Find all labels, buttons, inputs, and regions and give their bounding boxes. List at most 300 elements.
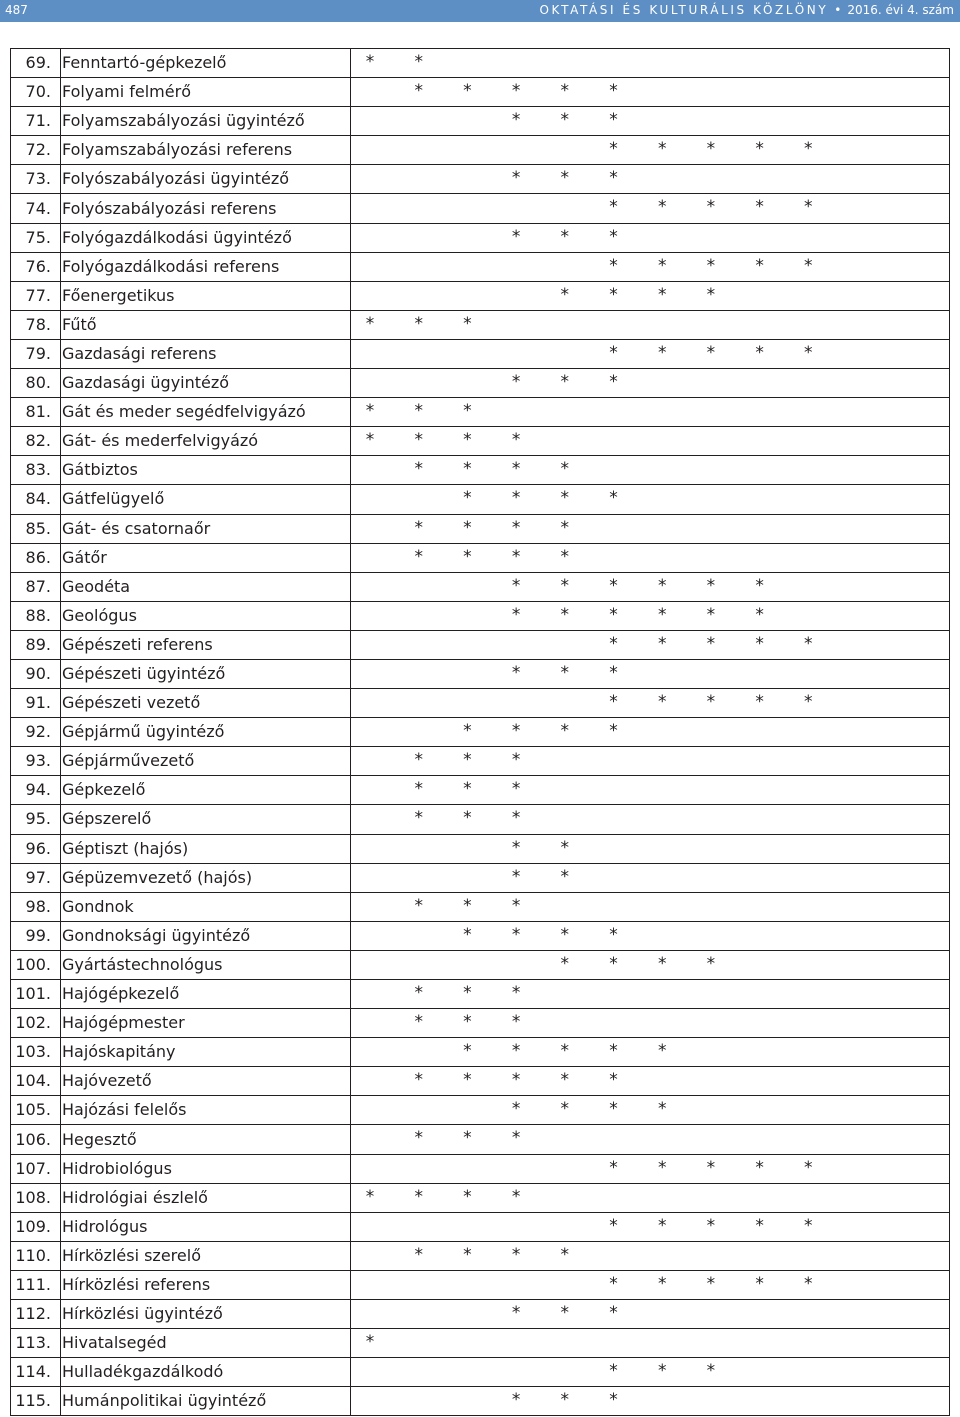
grade-mark: * <box>755 1157 764 1178</box>
row-number: 88. <box>11 601 61 630</box>
grade-mark: * <box>804 255 813 276</box>
table-row <box>11 689 950 718</box>
table-row <box>11 1096 950 1125</box>
table-row <box>11 659 950 688</box>
table-row <box>11 1358 950 1387</box>
grade-mark: * <box>804 139 813 160</box>
table-row <box>11 1241 950 1270</box>
grade-mark: * <box>706 284 716 305</box>
grade-mark: * <box>706 604 716 625</box>
job-title: Folyógazdálkodási ügyintéző <box>61 223 351 252</box>
grade-mark: * <box>414 983 423 1003</box>
table-row <box>11 252 950 281</box>
grade-mark: * <box>560 866 570 887</box>
grade-mark: * <box>511 517 521 538</box>
grade-marks-cell <box>351 281 950 310</box>
table-row <box>11 543 950 572</box>
grade-mark: * <box>511 1186 521 1207</box>
grade-mark: * <box>511 430 521 451</box>
grade-mark: * <box>511 488 521 509</box>
grade-mark: * <box>511 837 521 858</box>
table-row <box>11 630 950 659</box>
grade-mark: * <box>560 721 570 742</box>
row-number: 82. <box>11 427 61 456</box>
grade-mark: * <box>706 692 716 713</box>
table-row <box>11 107 950 136</box>
grade-mark: * <box>657 1361 667 1382</box>
job-title: Gazdasági ügyintéző <box>61 369 351 398</box>
grade-mark: * <box>657 255 667 276</box>
row-number: 89. <box>11 630 61 659</box>
grade-marks-cell <box>351 252 950 281</box>
grade-marks-cell <box>351 1183 950 1212</box>
row-number: 76. <box>11 252 61 281</box>
grade-mark: * <box>511 604 521 625</box>
grade-marks-cell <box>351 601 950 630</box>
row-number: 87. <box>11 572 61 601</box>
row-number: 109. <box>11 1212 61 1241</box>
grade-mark: * <box>755 633 764 654</box>
grade-mark: * <box>511 168 521 189</box>
grade-mark: * <box>609 692 618 713</box>
table-row <box>11 718 950 747</box>
table-row <box>11 1154 950 1183</box>
row-number: 72. <box>11 136 61 165</box>
table-row <box>11 1212 950 1241</box>
table-row <box>11 863 950 892</box>
grade-mark: * <box>414 313 423 334</box>
job-title: Gátbiztos <box>61 456 351 485</box>
job-title: Gépjárművezető <box>61 747 351 776</box>
job-title: Gazdasági referens <box>61 339 351 368</box>
grade-mark: * <box>463 983 472 1003</box>
grade-mark: * <box>511 779 521 800</box>
table-row <box>11 398 950 427</box>
table-row <box>11 950 950 979</box>
table-row <box>11 78 950 107</box>
grade-mark: * <box>463 1012 472 1033</box>
grade-marks-cell <box>351 572 950 601</box>
grade-mark: * <box>706 575 716 596</box>
job-title: Humánpolitikai ügyintéző <box>61 1387 351 1416</box>
grade-mark: * <box>609 1070 618 1091</box>
table-row <box>11 427 950 456</box>
grade-mark: * <box>511 1099 521 1120</box>
issue-label: 2016. évi 4. szám <box>847 3 954 17</box>
grade-mark: * <box>755 1215 764 1236</box>
grade-marks-cell <box>351 1009 950 1038</box>
grade-mark: * <box>560 1303 570 1324</box>
row-number: 101. <box>11 980 61 1009</box>
grade-mark: * <box>609 1041 618 1062</box>
grade-mark: * <box>511 983 521 1003</box>
grade-mark: * <box>657 342 667 363</box>
table-row <box>11 485 950 514</box>
grade-mark: * <box>560 1390 570 1411</box>
grade-mark: * <box>463 895 472 916</box>
grade-mark: * <box>755 604 764 625</box>
grade-mark: * <box>463 517 472 538</box>
table-row <box>11 1125 950 1154</box>
row-number: 78. <box>11 310 61 339</box>
job-title: Hajógépmester <box>61 1009 351 1038</box>
grade-mark: * <box>609 342 618 363</box>
page-header <box>0 0 960 22</box>
grade-mark: * <box>755 255 764 276</box>
grade-mark: * <box>463 313 472 334</box>
grade-mark: * <box>511 81 521 102</box>
table-row <box>11 1270 950 1299</box>
grade-marks-cell <box>351 892 950 921</box>
grade-mark: * <box>706 1273 716 1294</box>
grade-mark: * <box>609 168 618 189</box>
grade-mark: * <box>511 1128 521 1149</box>
table-row <box>11 1183 950 1212</box>
row-number: 94. <box>11 776 61 805</box>
grade-mark: * <box>414 459 423 480</box>
grade-marks-cell <box>351 339 950 368</box>
page-number: 487 <box>5 3 28 17</box>
row-number: 81. <box>11 398 61 427</box>
row-number: 104. <box>11 1067 61 1096</box>
table-row <box>11 892 950 921</box>
grade-mark: * <box>560 662 570 683</box>
table-row <box>11 456 950 485</box>
grade-mark: * <box>657 1041 667 1062</box>
grade-mark: * <box>609 633 618 654</box>
table-row <box>11 747 950 776</box>
grade-mark: * <box>804 1215 813 1236</box>
grade-marks-cell <box>351 78 950 107</box>
job-title: Fűtő <box>61 310 351 339</box>
row-number: 79. <box>11 339 61 368</box>
grade-mark: * <box>609 1099 618 1120</box>
grade-mark: * <box>414 1186 423 1207</box>
grade-mark: * <box>609 226 618 247</box>
grade-marks-cell <box>351 49 950 78</box>
table-row <box>11 339 950 368</box>
row-number: 106. <box>11 1125 61 1154</box>
job-title: Gépszerelő <box>61 805 351 834</box>
grade-mark: * <box>609 953 618 974</box>
grade-mark: * <box>609 1390 618 1411</box>
grade-mark: * <box>463 779 472 800</box>
grade-mark: * <box>511 1303 521 1324</box>
grade-marks-cell <box>351 921 950 950</box>
grade-mark: * <box>609 1273 618 1294</box>
row-number: 105. <box>11 1096 61 1125</box>
grade-mark: * <box>414 808 423 829</box>
grade-mark: * <box>560 459 570 480</box>
grade-marks-cell <box>351 136 950 165</box>
grade-mark: * <box>657 692 667 713</box>
grade-mark: * <box>560 488 570 509</box>
row-number: 77. <box>11 281 61 310</box>
grade-mark: * <box>463 81 472 102</box>
grade-marks-cell <box>351 834 950 863</box>
grade-marks-cell <box>351 427 950 456</box>
grade-mark: * <box>414 1012 423 1033</box>
table-row <box>11 1067 950 1096</box>
job-title: Gát- és mederfelvigyázó <box>61 427 351 456</box>
grade-marks-cell <box>351 630 950 659</box>
table-row <box>11 1300 950 1329</box>
grade-mark: * <box>365 1332 375 1353</box>
grade-marks-cell <box>351 659 950 688</box>
grade-mark: * <box>706 1157 716 1178</box>
grade-marks-cell <box>351 1125 950 1154</box>
table-row <box>11 194 950 223</box>
journal-title: OKTATÁSI ÉS KULTURÁLIS KÖZLÖNY <box>539 3 829 17</box>
row-number: 86. <box>11 543 61 572</box>
job-title: Folyamszabályozási referens <box>61 136 351 165</box>
job-title: Folyami felmérő <box>61 78 351 107</box>
grade-mark: * <box>511 1244 521 1265</box>
row-number: 110. <box>11 1241 61 1270</box>
job-title: Főenergetikus <box>61 281 351 310</box>
table-row <box>11 776 950 805</box>
grade-marks-cell <box>351 485 950 514</box>
grade-mark: * <box>560 110 570 131</box>
grade-marks-cell <box>351 456 950 485</box>
grade-mark: * <box>560 284 570 305</box>
grade-mark: * <box>804 197 813 218</box>
grade-mark: * <box>609 604 618 625</box>
grade-mark: * <box>755 692 764 713</box>
job-title: Gépkezelő <box>61 776 351 805</box>
grade-marks-cell <box>351 107 950 136</box>
grade-mark: * <box>657 1157 667 1178</box>
row-number: 113. <box>11 1329 61 1358</box>
grade-mark: * <box>657 1273 667 1294</box>
grade-mark: * <box>609 575 618 596</box>
table-row <box>11 572 950 601</box>
grade-mark: * <box>511 895 521 916</box>
grade-marks-cell <box>351 950 950 979</box>
grade-mark: * <box>609 81 618 102</box>
grade-mark: * <box>511 1041 521 1062</box>
grade-mark: * <box>511 1390 521 1411</box>
grade-marks-cell <box>351 1096 950 1125</box>
grade-mark: * <box>414 895 423 916</box>
table-row <box>11 805 950 834</box>
grade-mark: * <box>609 1303 618 1324</box>
grade-mark: * <box>414 430 423 451</box>
grade-mark: * <box>804 692 813 713</box>
grade-mark: * <box>657 575 667 596</box>
grade-marks-cell <box>351 310 950 339</box>
grade-marks-cell <box>351 1300 950 1329</box>
table-row <box>11 1387 950 1416</box>
grade-mark: * <box>706 197 716 218</box>
job-title: Gyártástechnológus <box>61 950 351 979</box>
job-title: Gépészeti referens <box>61 630 351 659</box>
row-number: 80. <box>11 369 61 398</box>
row-number: 91. <box>11 689 61 718</box>
grade-mark: * <box>657 1099 667 1120</box>
table-row <box>11 223 950 252</box>
grade-mark: * <box>365 52 375 72</box>
job-title: Gondnok <box>61 892 351 921</box>
grade-mark: * <box>463 401 472 422</box>
table-row <box>11 310 950 339</box>
job-title: Hírközlési referens <box>61 1270 351 1299</box>
grade-marks-cell <box>351 1387 950 1416</box>
grade-mark: * <box>706 342 716 363</box>
grade-mark: * <box>657 197 667 218</box>
grade-marks-cell <box>351 718 950 747</box>
job-title: Gépészeti vezető <box>61 689 351 718</box>
grade-mark: * <box>560 953 570 974</box>
job-title: Geodéta <box>61 572 351 601</box>
job-title: Hajózási felelős <box>61 1096 351 1125</box>
grade-mark: * <box>511 1012 521 1033</box>
row-number: 107. <box>11 1154 61 1183</box>
job-title: Hidrobiológus <box>61 1154 351 1183</box>
row-number: 84. <box>11 485 61 514</box>
job-title: Gépjármű ügyintéző <box>61 718 351 747</box>
grade-mark: * <box>463 1244 472 1265</box>
grade-mark: * <box>609 1215 618 1236</box>
grade-mark: * <box>560 924 570 945</box>
row-number: 75. <box>11 223 61 252</box>
table-row <box>11 514 950 543</box>
grade-marks-cell <box>351 805 950 834</box>
grade-marks-cell <box>351 165 950 194</box>
grade-mark: * <box>609 197 618 218</box>
job-title: Gépüzemvezető (hajós) <box>61 863 351 892</box>
row-number: 69. <box>11 49 61 78</box>
grade-marks-cell <box>351 1154 950 1183</box>
row-number: 100. <box>11 950 61 979</box>
grade-mark: * <box>511 662 521 683</box>
grade-mark: * <box>463 721 472 742</box>
job-title: Hajógépkezelő <box>61 980 351 1009</box>
grade-mark: * <box>560 226 570 247</box>
table-row <box>11 281 950 310</box>
row-number: 102. <box>11 1009 61 1038</box>
job-title: Hajóvezető <box>61 1067 351 1096</box>
grade-mark: * <box>609 488 618 509</box>
grade-mark: * <box>463 546 472 567</box>
grade-mark: * <box>414 52 423 72</box>
row-number: 95. <box>11 805 61 834</box>
grade-mark: * <box>414 1070 423 1091</box>
table-row <box>11 1009 950 1038</box>
grade-mark: * <box>560 168 570 189</box>
grade-mark: * <box>706 1215 716 1236</box>
row-number: 93. <box>11 747 61 776</box>
row-number: 111. <box>11 1270 61 1299</box>
grade-marks-cell <box>351 1358 950 1387</box>
row-number: 96. <box>11 834 61 863</box>
table-row <box>11 1329 950 1358</box>
grade-mark: * <box>657 1215 667 1236</box>
row-number: 74. <box>11 194 61 223</box>
grade-marks-cell <box>351 543 950 572</box>
grade-marks-cell <box>351 747 950 776</box>
grade-mark: * <box>365 401 375 422</box>
row-number: 108. <box>11 1183 61 1212</box>
grade-marks-cell <box>351 980 950 1009</box>
grade-mark: * <box>657 284 667 305</box>
grade-mark: * <box>511 226 521 247</box>
grade-marks-cell <box>351 1212 950 1241</box>
grade-mark: * <box>560 575 570 596</box>
table-row <box>11 49 950 78</box>
job-title: Folyószabályozási referens <box>61 194 351 223</box>
grade-mark: * <box>414 1244 423 1265</box>
job-title: Geológus <box>61 601 351 630</box>
grade-mark: * <box>463 430 472 451</box>
table-row <box>11 1038 950 1067</box>
job-title: Hidrológiai észlelő <box>61 1183 351 1212</box>
grade-mark: * <box>609 721 618 742</box>
job-title: Géptiszt (hajós) <box>61 834 351 863</box>
grade-mark: * <box>560 1244 570 1265</box>
grade-mark: * <box>414 517 423 538</box>
grade-mark: * <box>706 1361 716 1382</box>
grade-mark: * <box>511 924 521 945</box>
job-title: Folyógazdálkodási referens <box>61 252 351 281</box>
grade-mark: * <box>706 255 716 276</box>
grade-mark: * <box>463 924 472 945</box>
grade-mark: * <box>365 1186 375 1207</box>
grade-mark: * <box>365 430 375 451</box>
grade-mark: * <box>511 110 521 131</box>
row-number: 70. <box>11 78 61 107</box>
grade-mark: * <box>560 1099 570 1120</box>
grade-mark: * <box>560 517 570 538</box>
grade-mark: * <box>657 604 667 625</box>
row-number: 85. <box>11 514 61 543</box>
grade-marks-cell <box>351 1329 950 1358</box>
grade-marks-cell <box>351 398 950 427</box>
grade-mark: * <box>511 866 521 887</box>
job-title: Gát- és csatornaőr <box>61 514 351 543</box>
grade-mark: * <box>511 721 521 742</box>
row-number: 115. <box>11 1387 61 1416</box>
job-title: Gátfelügyelő <box>61 485 351 514</box>
row-number: 97. <box>11 863 61 892</box>
grade-mark: * <box>755 197 764 218</box>
grade-mark: * <box>609 284 618 305</box>
grade-mark: * <box>706 953 716 974</box>
job-title: Folyamszabályozási ügyintéző <box>61 107 351 136</box>
job-title: Hajóskapitány <box>61 1038 351 1067</box>
grade-marks-cell <box>351 1038 950 1067</box>
grade-mark: * <box>609 372 618 393</box>
grade-mark: * <box>463 1186 472 1207</box>
grade-mark: * <box>657 633 667 654</box>
row-number: 83. <box>11 456 61 485</box>
grade-mark: * <box>511 750 521 771</box>
job-title: Gát és meder segédfelvigyázó <box>61 398 351 427</box>
job-title: Folyószabályozási ügyintéző <box>61 165 351 194</box>
grade-mark: * <box>609 139 618 160</box>
grade-mark: * <box>463 808 472 829</box>
grade-mark: * <box>755 139 764 160</box>
separator-dot: • <box>834 3 842 17</box>
grade-mark: * <box>414 401 423 422</box>
job-title: Hivatalsegéd <box>61 1329 351 1358</box>
job-title: Gondnoksági ügyintéző <box>61 921 351 950</box>
grade-mark: * <box>511 575 521 596</box>
table-row <box>11 369 950 398</box>
grade-mark: * <box>804 342 813 363</box>
job-title: Gépészeti ügyintéző <box>61 659 351 688</box>
grade-mark: * <box>511 459 521 480</box>
